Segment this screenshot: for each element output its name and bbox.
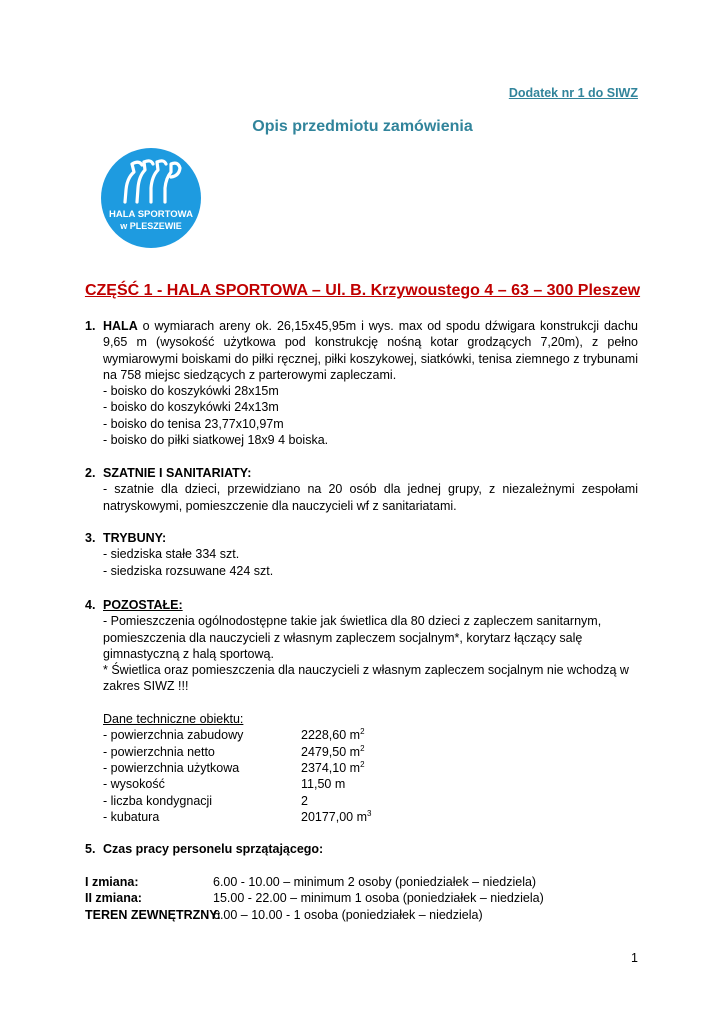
list-item: - siedziska rozsuwane 424 szt.	[103, 563, 274, 578]
tech-row: - liczba kondygnacji 2	[103, 793, 308, 808]
list-item: - boisko do piłki siatkowej 18x9 4 boiska.	[103, 433, 329, 448]
part-title: CZĘŚĆ 1 - HALA SPORTOWA – Ul. B. Krzywoustego 4 – 63 – 300 Pleszew	[84, 282, 641, 299]
list-item: - boisko do koszykówki 28x15m	[103, 384, 279, 399]
text-line: pomieszczenia dla nauczycieli z własnym zapleczem socjalnym*, korytarz łączący salę	[103, 630, 583, 645]
shift-table	[85, 874, 645, 923]
section-pozostale	[85, 597, 638, 825]
section-number: 3.	[85, 531, 96, 545]
section-label: HALA	[103, 319, 138, 333]
section-number: 1.	[85, 319, 96, 333]
tech-row: - kubatura 20177,00 $m^3$	[103, 808, 372, 824]
section-label: Czas pracy personelu sprzątającego:	[103, 842, 324, 856]
shift-row: TEREN ZEWNĘTRZNY: 6.00 – 10.00 - 1 osoba (poniedziałek – niedziela)	[85, 907, 483, 922]
svg-text:HALA SPORTOWA: HALA SPORTOWA	[109, 209, 193, 220]
annex-label: Dodatek nr 1 do SIWZ	[508, 86, 638, 100]
text-line: zakres SIWZ !!!	[103, 679, 189, 694]
section-czas-pracy	[85, 841, 638, 857]
shift-row: II zmiana: 15.00 - 22.00 – minimum 1 osoba (poniedziałek – niedziela)	[85, 891, 544, 906]
list-item: - boisko do koszykówki 24x13m	[103, 400, 279, 415]
tech-row: - wysokość 11,50 m	[103, 777, 346, 792]
tech-row: - powierzchnia netto 2479,50 $m^2$	[103, 743, 365, 759]
page-title: Opis przedmiotu zamówienia	[252, 118, 473, 135]
section-number: 5.	[85, 842, 96, 856]
section-trybuny	[85, 530, 638, 579]
section-number: 2.	[85, 466, 96, 480]
tech-heading: Dane techniczne obiektu:	[103, 712, 244, 727]
section-szatnie	[85, 465, 638, 514]
list-item: - boisko do tenisa 23,77x10,97m	[103, 416, 284, 431]
tech-row: - powierzchnia użytkowa 2374,10 $m^2$	[103, 759, 365, 775]
svg-text:w PLESZEWIE: w PLESZEWIE	[120, 221, 182, 231]
hala-sportowa-logo-icon	[101, 148, 201, 248]
section-label: TRYBUNY:	[103, 531, 167, 545]
list-item: - siedziska stałe 334 szt.	[103, 547, 240, 562]
section-label: POZOSTAŁE:	[103, 598, 183, 612]
section-text: o wymiarach areny ok. 26,15x45,95m i wys. max od spodu dźwigara konstrukcji dachu 9,65 m (wysokość użytkowa pod konstrukcję nośną kotar grodzących 7,20m), z pełno wymiarowymi boiskami do piłki ręcznej, piłki koszykowej, siatkówki, tenisa ziemnego z trybunami na 758 miejsc siedzących z parterowymi zapleczami.	[103, 319, 638, 382]
text-line: gimnastyczną z halą sportową.	[103, 646, 274, 661]
text-line: - Pomieszczenia ogólnodostępne takie jak świetlica dla 80 dzieci z zapleczem sanitarnym,	[103, 614, 602, 629]
section-hala	[85, 318, 638, 448]
section-number: 4.	[85, 598, 96, 612]
section-label: SZATNIE I SANITARIATY:	[103, 466, 252, 480]
section-text: - szatnie dla dzieci, przewidziano na 20 osób dla jednej grupy, z niezależnymi zespołami natryskowymi, pomieszczenie dla nauczycieli wf z sanitariatami.	[103, 482, 638, 513]
page-number: 1	[631, 951, 638, 965]
text-line: * Świetlica oraz pomieszczenia dla nauczycieli z własnym zapleczem socjalnym nie wchodzą w	[103, 663, 629, 678]
shift-row: I zmiana: 6.00 - 10.00 – minimum 2 osoby (poniedziałek – niedziela)	[85, 875, 537, 889]
tech-row: - powierzchnia zabudowy 2228,60 $m^2$	[103, 727, 365, 743]
